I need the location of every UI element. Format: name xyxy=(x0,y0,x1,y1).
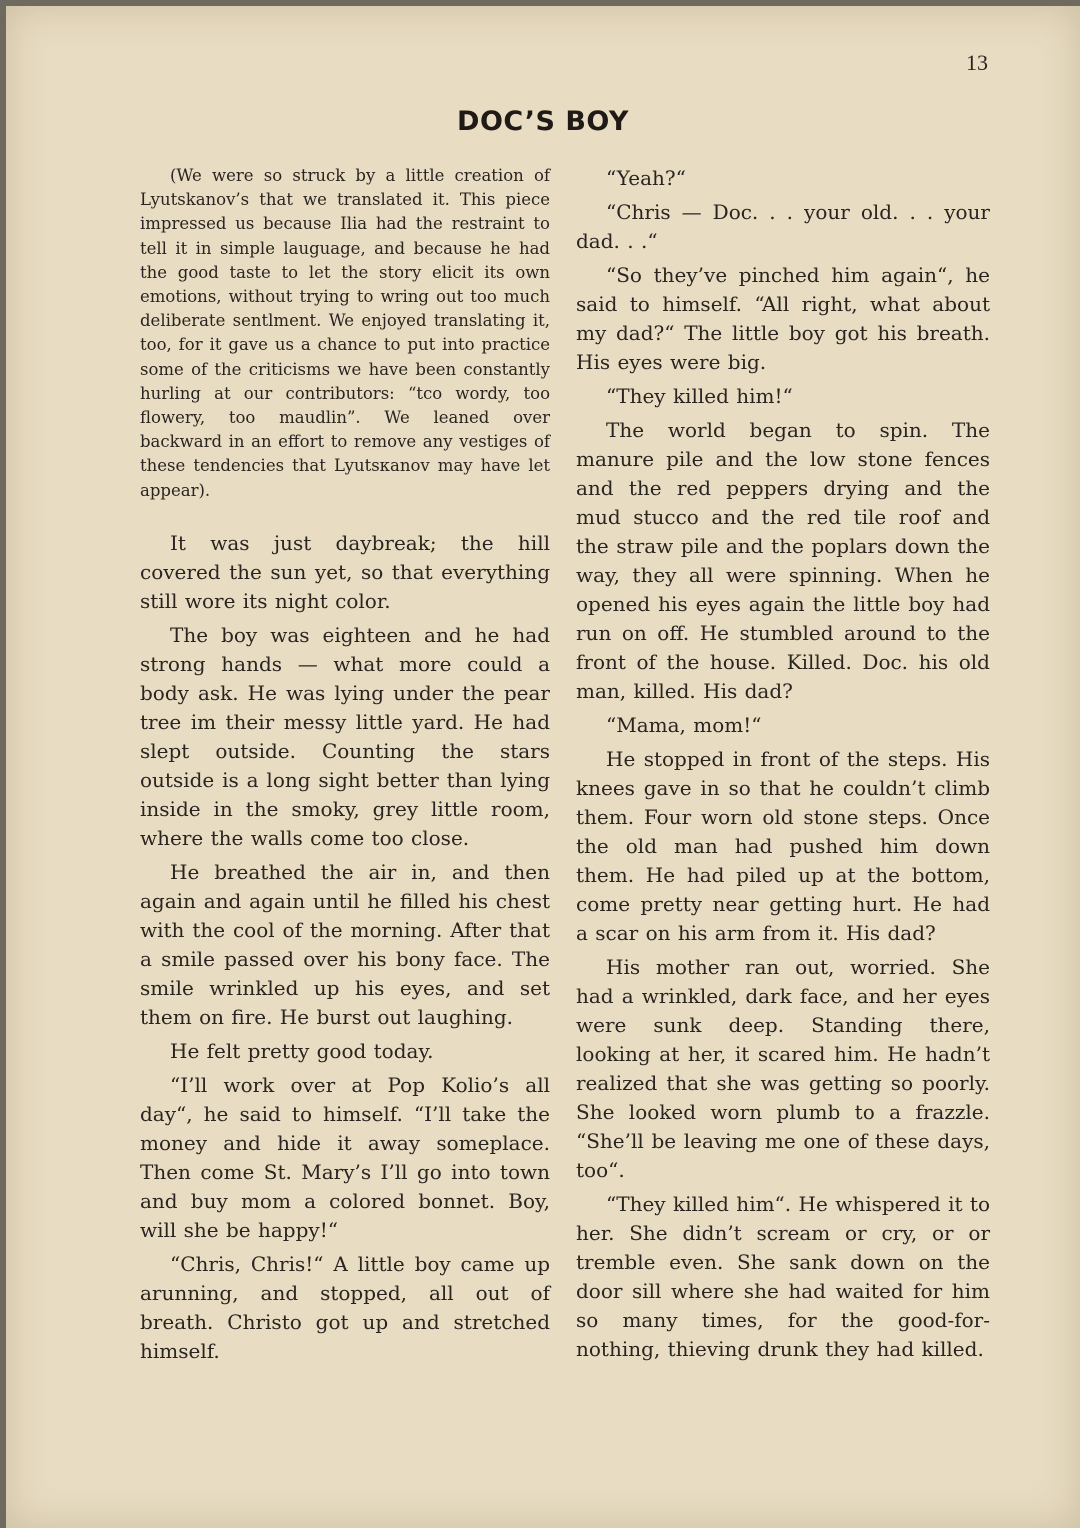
story-paragraph: The boy was eighteen and he had strong hands — what more could a body ask. He was lying under the pear tree im their messy little yard. He had slept outside. Counting the stars outside is a long sight better than lying inside in the smoky, grey little room, where the walls come too close. xyxy=(140,622,550,850)
story-title: DOC’S BOY xyxy=(457,106,629,137)
right-story-text xyxy=(576,164,990,1364)
story-paragraph: He felt pretty good today. xyxy=(170,1038,434,1063)
story-paragraph: “Mama, mom!“ xyxy=(606,713,762,737)
story-paragraph: “They killed him!“ xyxy=(606,384,793,408)
right-column xyxy=(576,164,990,1369)
story-paragraph: “Yeah?“ xyxy=(606,166,686,190)
story-paragraph: “I’ll work over at Pop Kolio’s all day“, he said to himself. “I’ll take the money and hide it away someplace. Then come St. Mary’s I’ll go into town and buy mom a colored bonnet. Boy, will she be happy!“ xyxy=(140,1072,550,1242)
page-number: 13 xyxy=(966,50,988,75)
left-column xyxy=(140,164,550,1371)
story-paragraph: “Chris, Chris!“ A little boy came up arunning, and stopped, all out of breath. Christo got up and stretched himself. xyxy=(140,1251,550,1363)
story-paragraph: The world began to spin. The manure pile and the low stone fences and the red peppers drying and the mud stucco and the red tile roof and the straw pile and the poplars down the way, they all were spinning. When he opened his eyes again the little boy had run on off. He stumbled around to the front of the house. Killed. Doc. his old man, killed. His dad? xyxy=(576,418,990,703)
left-story-text xyxy=(140,529,550,1366)
story-paragraph: “So they’ve pinched him again“, he said to himself. “All right, what about my dad?“ The little boy got his breath. His eyes were big. xyxy=(576,263,990,374)
intro-paragraph: (We were so struck by a little creation of Lyutskanov’s that we translated it. This piece impressed us because Ilia had the restraint to tell it in simple lauguage, and because he had the good taste to let the story elicit its own emotions, without trying to wring out too much deliberate sentlment. We enjoyed translating it, too, for it gave us a chance to put into practice some of the criticisms we have been constantly hurling at our contributors: “tco wordy, too flowery, too maudlin”. We leaned over backward in an effort to remove any vestiges of these tendencies that Lyutsкanov may have let appear). xyxy=(140,166,550,500)
editorial-intro xyxy=(140,164,550,503)
story-paragraph: “They killed him“. He whispered it to her. She didn’t scream or cry, or or tremble even. She sank down on the door sill where she had waited for him so many times, for the good-for-nothing, thieving drunk they had killed. xyxy=(576,1192,990,1361)
story-paragraph: His mother ran out, worried. She had a wrinkled, dark face, and her eyes were sunk deep. Standing there, looking at her, it scared him. He hadn’t realized that she was getting so poorly. She looked worn plumb to a frazzle. “She’ll be leaving me one of these days, too“. xyxy=(576,955,990,1182)
story-paragraph: He breathed the air in, and then again and again until he filled his chest with the cool of the morning. After that a smile passed over his bony face. The smile wrinkled up his eyes, and set them on fire. He burst out laughing. xyxy=(140,859,550,1029)
story-paragraph: He stopped in front of the steps. His knees gave in so that he couldn’t climb them. Four worn old stone steps. Once the old man had pushed him down them. He had piled up at the bottom, come pretty near getting hurt. He had a scar on his arm from it. His dad? xyxy=(576,747,990,945)
story-paragraph: “Chris — Doc. . . your old. . . your dad. . .“ xyxy=(576,200,990,253)
magazine-page xyxy=(6,6,1080,1528)
story-paragraph: It was just daybreak; the hill covered the sun yet, so that everything still wore its night color. xyxy=(140,530,550,613)
